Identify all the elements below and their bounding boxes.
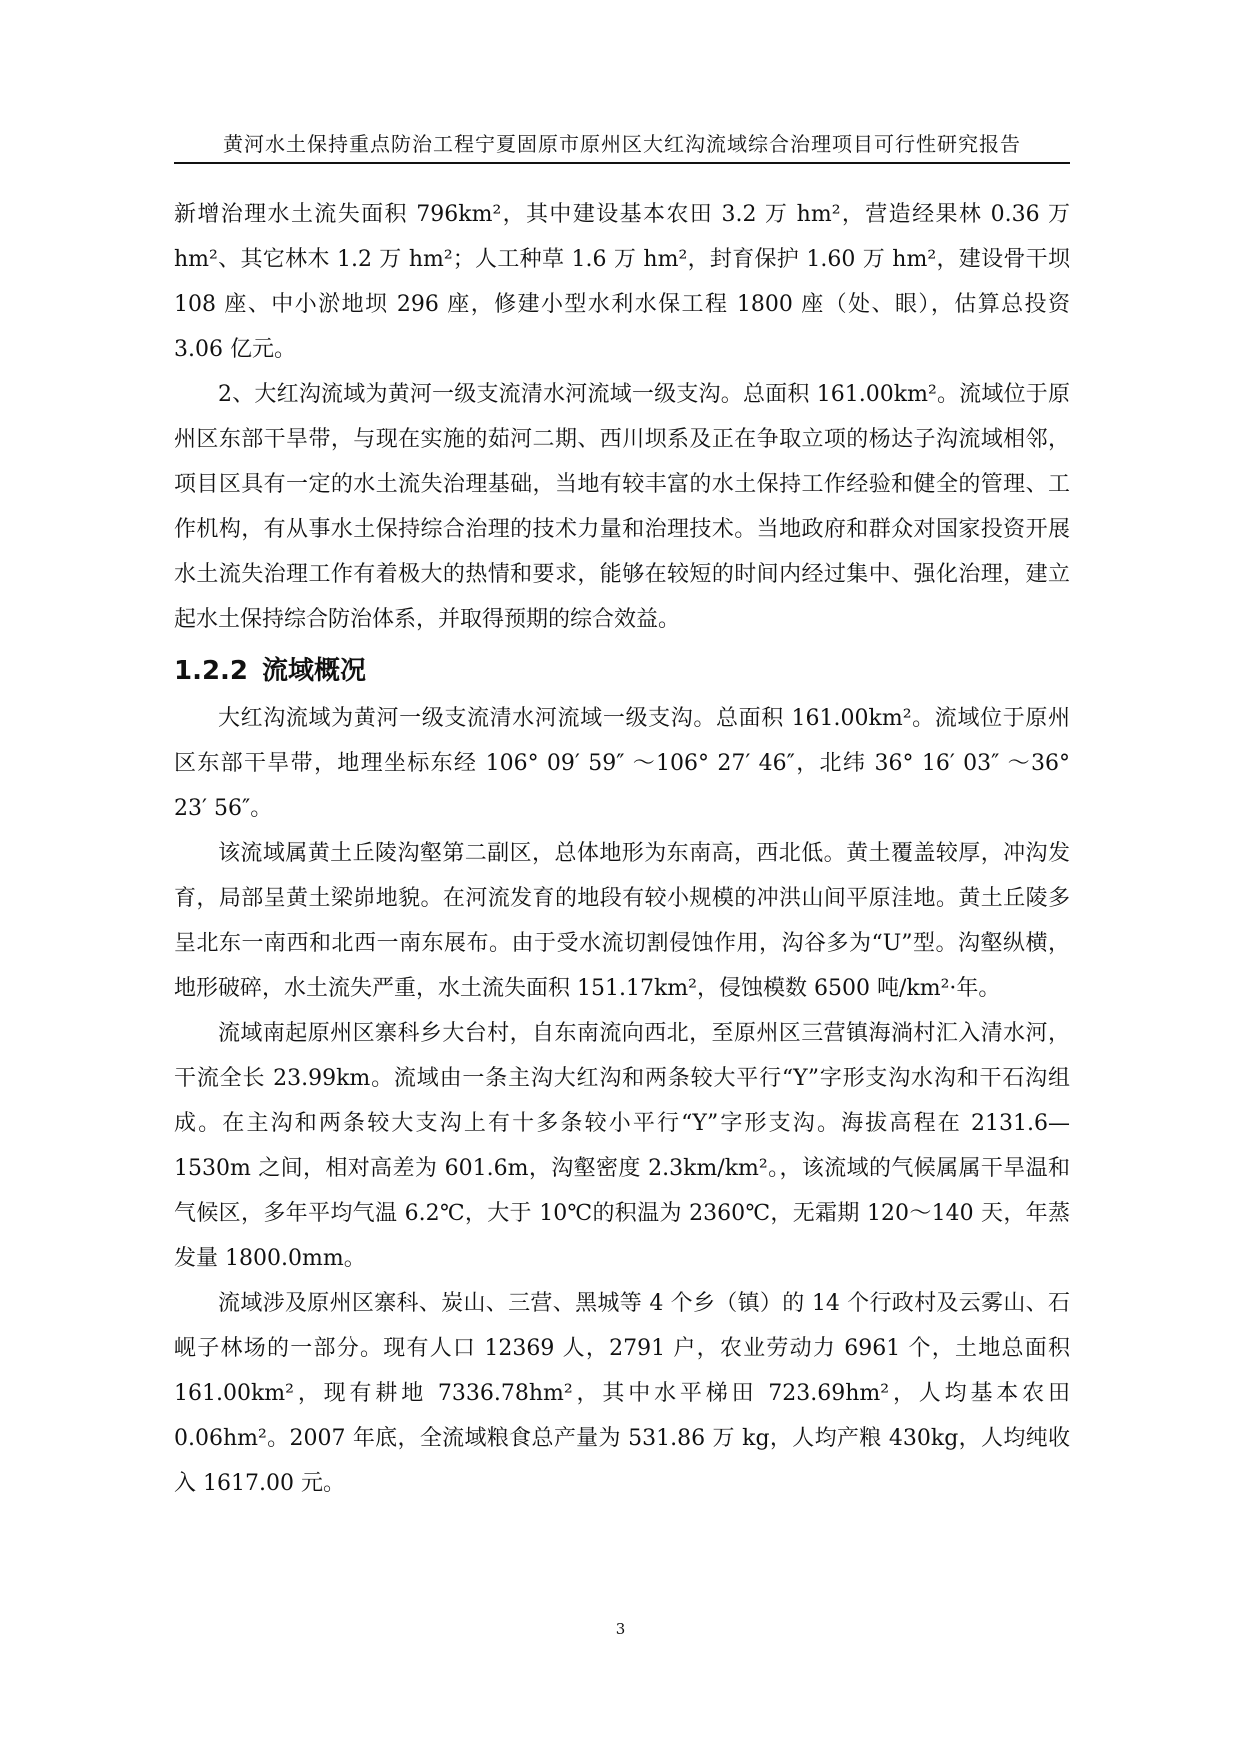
page-number: 3 [615, 1620, 626, 1638]
paragraph-location: 大红沟流域为黄河一级支流清水河流域一级支沟。总面积 161.00km²。流域位于原州区东部干旱带，地理坐标东经 106° 09′ 59″ ～106° 27′ 46″，北纬 36° 16′ 03″ ～36° 23′ 56″。 [174, 706, 1070, 821]
section-title: 流域概况 [262, 656, 367, 686]
running-header-title: 黄河水土保持重点防治工程宁夏固原市原州区大红沟流域综合治理项目可行性研究报告 [223, 132, 1021, 156]
paragraph-population-land: 流域涉及原州区寨科、炭山、三营、黑城等 4 个乡（镇）的 14 个行政村及云雾山、石岘子林场的一部分。现有人口 12369 人，2791 户，农业劳动力 6961 个，土地总面积 161.00km²，现有耕地 7336.78hm²，其中水平梯田 723.69hm²，人均基本农田 0.06hm²。2007 年底，全流域粮食总产量为 531.86 万 kg，人均产粮 430kg，人均纯收入 1617.00 元。 [174, 1291, 1070, 1496]
paragraph-project-basis: 2、大红沟流域为黄河一级支流清水河流域一级支沟。总面积 161.00km²。流域位于原州区东部干旱带，与现在实施的茹河二期、西川坝系及正在争取立项的杨达子沟流域相邻，项目区具有一定的水土流失治理基础，当地有较丰富的水土保持工作经验和健全的管理、工作机构，有从事水土保持综合治理的技术力量和治理技术。当地政府和群众对国家投资开展水土流失治理工作有着极大的热情和要求，能够在较短的时间内经过集中、强化治理，建立起水土保持综合防治体系，并取得预期的综合效益。 [174, 382, 1070, 632]
section-number: 1.2.2 [174, 656, 249, 686]
header-divider [174, 162, 1070, 164]
paragraph-terrain: 该流域属黄土丘陵沟壑第二副区，总体地形为东南高，西北低。黄土覆盖较厚，冲沟发育，局部呈黄土梁峁地貌。在河流发育的地段有较小规模的冲洪山间平原洼地。黄土丘陵多呈北东一南西和北西一南东展布。由于受水流切割侵蚀作用，沟谷多为“U”型。沟壑纵横，地形破碎，水土流失严重，水土流失面积 151.17km²，侵蚀模数 6500 吨/km²·年。 [174, 841, 1070, 1001]
paragraph-hydrology-climate: 流域南起原州区寨科乡大台村，自东南流向西北，至原州区三营镇海淌村汇入清水河，干流全长 23.99km。流域由一条主沟大红沟和两条较大平行“Y”字形支沟水沟和干石沟组成。在主沟和两条较大支沟上有十多条较小平行“Y”字形支沟。海拔高程在 2131.6—1530m 之间，相对高差为 601.6m，沟壑密度 2.3km/km²。，该流域的气候属属干旱温和气候区，多年平均气温 6.2℃，大于 10℃的积温为 2360℃，无霜期 120～140 天，年蒸发量 1800.0mm。 [174, 1021, 1070, 1271]
document-body [174, 192, 1070, 1506]
section-heading [174, 646, 1070, 696]
paragraph-investment-summary: 新增治理水土流失面积 796km²，其中建设基本农田 3.2 万 hm²，营造经果林 0.36 万 hm²、其它林木 1.2 万 hm²；人工种草 1.6 万 hm²，封育保护 1.60 万 hm²，建设骨干坝 108 座、中小淤地坝 296 座，修建小型水利水保工程 1800 座（处、眼），估算总投资 3.06 亿元。 [174, 202, 1070, 362]
